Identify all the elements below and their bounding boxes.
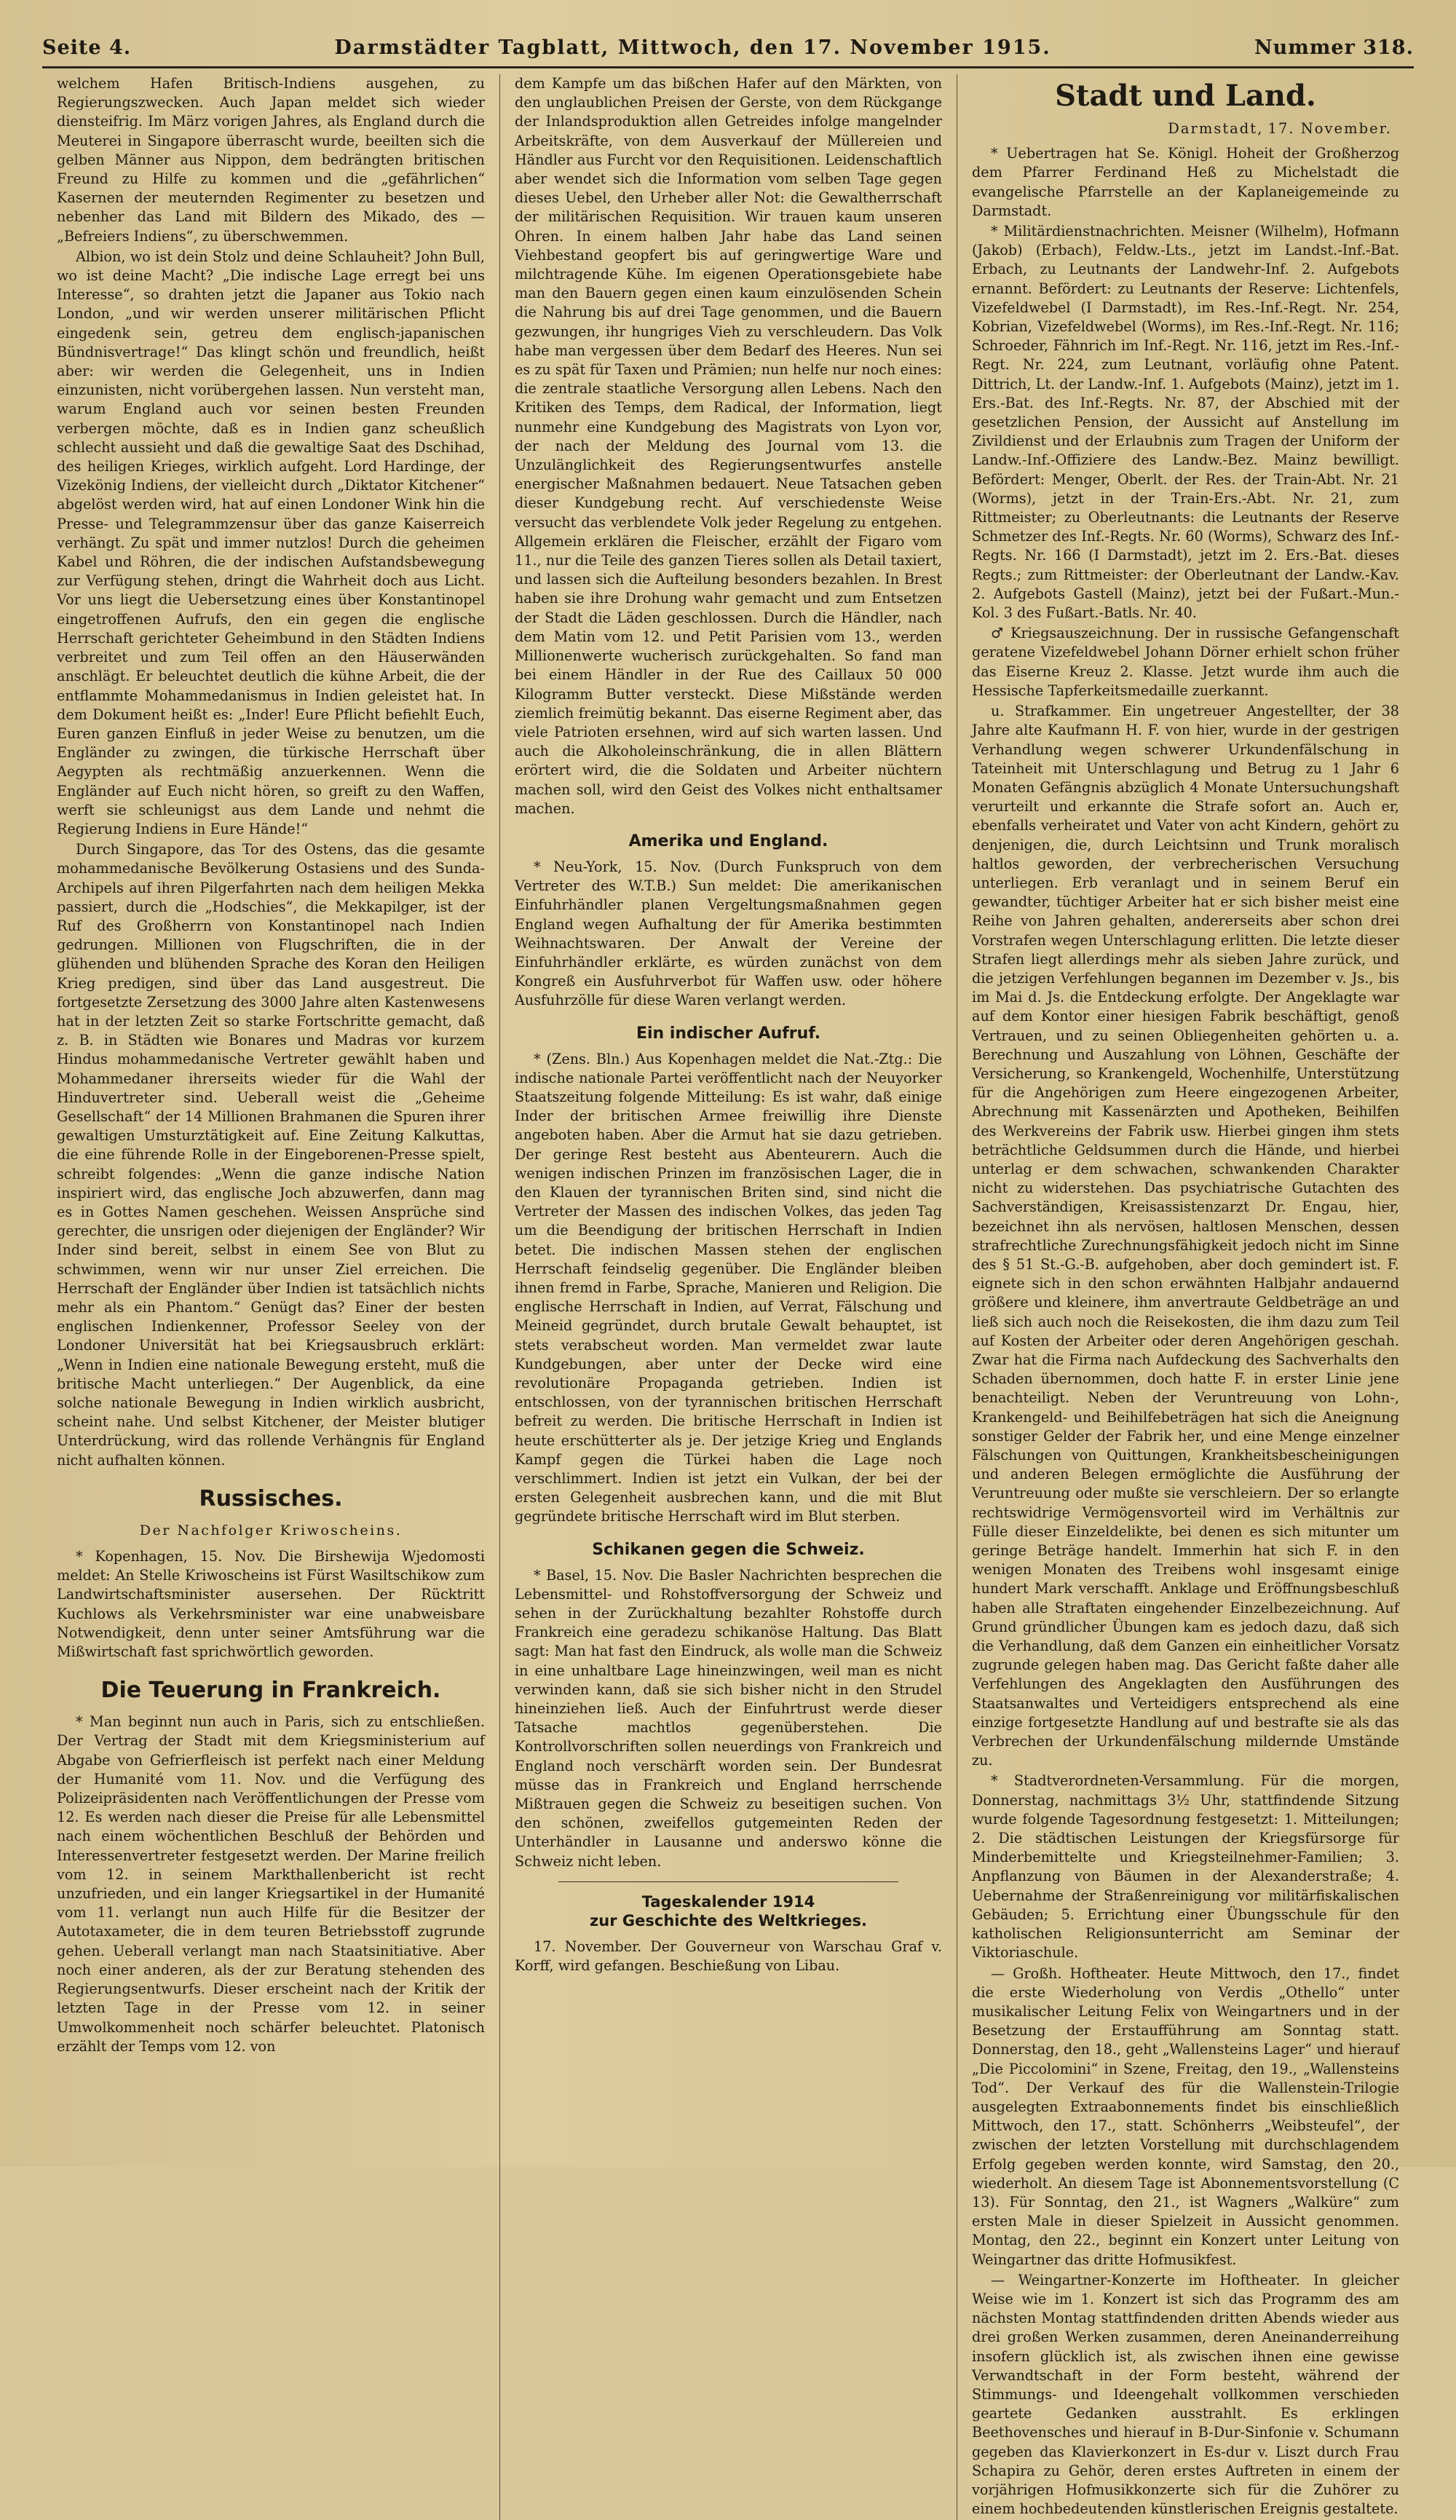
column-1: [42, 74, 499, 2520]
article-paragraph: ♂ Kriegsauszeichnung. Der in russische Gefangenschaft geratene Vizefeldwebel Johann Dörner erhielt schon früher das Eiserne Kreuz 2. Klasse. Jetzt wurde ihm auch die Hessische Tapferkeitsmedaille zuerkannt.: [972, 625, 1399, 699]
article-paragraph: — Weingartner-Konzerte im Hoftheater. In gleicher Weise wie im 1. Konzert ist sich das Programm des am nächsten Montag stattfindenden dritten Abends wieder aus drei großen Werken zusammen, deren Aneinanderreihung insofern glücklich ist, als zwischen ihnen eine gewisse Verwandtschaft in der Form besteht, während der Stimmungs- und Ideengehalt vollkommen verschieden geartete Gedanken ausstrahlt. Es erklingen Beethovensches und hierauf in B-Dur-Sinfonie v. Schumann gegeben das Klavierkonzert in Es-dur v. Liszt durch Frau Schapira zu Gehör, deren erstes Auftreten in einem der vorjährigen Hofmusikkonzerte sich für die Zuhörer zu einem hochbedeutenden künstlerischen Ereignis gestaltete.: [972, 2271, 1399, 2518]
article-paragraph: * Uebertragen hat Se. Königl. Hoheit der Großherzog dem Pfarrer Ferdinand Heß zu Michelstadt die evangelische Pfarrstelle an der Kaplaneigemeinde zu Darmstadt.: [972, 145, 1399, 219]
article-paragraph: * Militärdienstnachrichten. Meisner (Wilhelm), Hofmann (Jakob) (Erbach), Feldw.-Lts., jetzt im Landst.-Inf.-Bat. Erbach, zu Leutnants der Landwehr-Inf. 2. Aufgebots ernannt. Befördert: zu Leutnants der Reserve: Lichtenfels, Vizefeldwebel (I Darmstadt), im Res.-Inf.-Regt. Nr. 254, Kobrian, Vizefeldwebel (Worms), im Res.-Inf.-Regt. Nr. 116; Schroeder, Fähnrich im Inf.-Regt. Nr. 116, jetzt im Res.-Inf.-Regt. Nr. 224, zum Leutnant, vorläufig ohne Patent. Dittrich, Lt. der Landw.-Inf. 1. Aufgebots (Mainz), jetzt im 1. Ers.-Bat. des Inf.-Regts. Nr. 87, der Abschied mit der gesetzlichen Pension, der Aussicht auf Anstellung im Zivildienst und der Erlaubnis zum Tragen der Uniform der Landw.-Inf.-Offiziere des Landw.-Bez. Mainz bewilligt. Befördert: Menger, Oberlt. der Res. der Train-Abt. Nr. 21 (Worms), jetzt in der Train-Ers.-Abt. Nr. 21, zum Rittmeister; zu Oberleutnants: die Leutnants der Reserve Schmetzer des Inf.-Regts. Nr. 60 (Worms), Schwarz des Inf.-Regts. Nr. 166 (I Darmstadt), jetzt im 2. Ers.-Bat. dieses Regts.; zum Rittmeister: der Oberleutnant der Landw.-Kav. 2. Aufgebots Gastell (Mainz), jetzt bei der Fußart.-Mun.-Kol. 3 des Fußart.-Batls. Nr. 40.: [972, 223, 1399, 622]
column-3: [957, 74, 1414, 2520]
section-heading-schweiz: Schikanen gegen die Schweiz.: [592, 1540, 865, 1559]
article-paragraph: welchem Hafen Britisch-Indiens ausgehen, zu Regierungszwecken. Auch Japan meldet sich wieder diensteifrig. Im März vorigen Jahres, als England durch die Meuterei in Singapore überrascht wurde, beeilten sich die gelben Männer aus Nippon, dem bedrängten britischen Freund zu Hilfe zu kommen und die „gefährlichen“ Kasernen der meuternden Regimenter zu besetzen und nebenher das Land mit Bildern des Mikado, des — „Befreiers Indiens“, zu überschwemmen.: [57, 75, 485, 245]
section-heading-tageskalender: Tageskalender 1914 zur Geschichte des Weltkrieges.: [590, 1892, 867, 1930]
section-heading-russisches: Russisches.: [199, 1485, 343, 1512]
article-paragraph: * Basel, 15. Nov. Die Basler Nachrichten besprechen die Lebensmittel- und Rohstoffversorgung der Schweiz und sehen in der Zurückhaltung bezahlter Rohstoffe durch Frankreich eine geradezu schikanöse Haltung. Das Blatt sagt: Man hat fast den Eindruck, als wolle man die Schweiz in eine unhaltbare Lage hineinzwingen, weil man es nicht verwinden kann, daß sie sich bisher nicht in den Strudel hineinziehen ließ. Auch der Einfuhrtrust werde dieser Tatsache machtlos gegenüberstehen. Die Kontrollvorschriften sollen neuerdings von Frankreich und England noch verschärft worden sein. Der Bundesrat müsse das in Frankreich und England herrschende Mißtrauen gegen die Schweiz zu beseitigen suchen. Von den schönen, zweifellos gutgemeinten Reden der Unterhändler in Lausanne und anderswo könne die Schweiz nicht leben.: [515, 1566, 942, 1870]
article-paragraph: u. Strafkammer. Ein ungetreuer Angestellter, der 38 Jahre alte Kaufmann H. F. von hier, wurde in der gestrigen Verhandlung wegen schwerer Urkundenfälschung in Tateinheit mit Unterschlagung und Betrug zu 1 Jahr 6 Monaten Gefängnis abzüglich 4 Monate Untersuchungshaft verurteilt und erkannte die Strafe sofort an. Auch er, ebenfalls verheiratet und Vater von acht Kindern, gehört zu denjenigen, die, durch Leichtsinn und Trunk moralisch haltlos geworden, der verbrecherischen Versuchung unterliegen. Erb veranlagt und in seinem Beruf ein gewandter, tüchtiger Arbeiter hat er sich bisher meist eine Reihe von Jahren gehalten, andererseits aber schon drei Vorstrafen wegen Unterschlagung erlitten. Die letzte dieser Strafen liegt allerdings mehr als sieben Jahre zurück, und die jetzigen Verfehlungen begannen im Dezember v. Js., bis im Mai d. Js. die Entdeckung erfolgte. Der Angeklagte war auf dem Kontor einer hiesigen Fabrik beschäftigt, genoß Vertrauen, und zu seinen Obliegenheiten gehörten u. a. Berechnung und Auszahlung von Löhnen, Geschäfte der Versicherung, so Krankengeld, Wochenhilfe, Unterstützung für die Angehörigen zum Heere eingezogenen Arbeiter, Abrechnung mit Kassenärzten und Apotheken, Beihilfen des Werkvereins der Fabrik usw. Hierbei gingen ihm stets beträchtliche Geldsummen durch die Hände, und hierbei unterlag er dem schwachen, schwankenden Charakter nicht zu widerstehen. Das psychiatrische Gutachten des Sachverständigen, Kreisassistenzarzt Dr. Engau, hier, bezeichnet ihn als nervösen, haltlosen Menschen, dessen strafrechtliche Zurechnungsfähigkeit jedoch nicht im Sinne des § 51 St.-G.-B. aufgehoben, aber doch gemindert ist. F. eignete sich in den schon erwähnten Halbjahr andauernd größere und kleinere, ihm anvertraute Geldbeträge an und ließ sich auch noch die Reisekosten, die ihm dazu zum Teil auf Kosten der Arbeiter oder deren Angehörigen geschah. Zwar hat die Firma nach Aufdeckung des Sachverhalts den Schaden übernommen, doch hatte F. in erster Linie jene benachteiligt. Neben der Veruntreuung von Lohn-, Krankengeld- und Beihilfebeträgen hat sich die Aneignung sonstiger Gelder der Fabrik her, und eine Menge einzelner Fälschungen von Quittungen, Krankheitsbescheinigungen und anderen Belegen ermöglichte die Ausführung der Veruntreuung oder mußte sie verschleiern. Der so erlangte rechtswidrige Vermögensvorteil wird im Verhältnis zur Fülle dieser Einzeldelikte, bei denen es sich mitunter um geringe Beträge handelt. Immerhin hat sich F. in den wenigen Monaten des Treibens wohl insgesamt einige hundert Mark verschafft. Anklage und Eröffnungsbeschluß haben alle Straftaten eingehender Einzelbezeichnung. Auf Grund gründlicher Übungen kam es jedoch dazu, daß sich die Verhandlung, daß dem Ganzen ein einheitlicher Vorsatz zugrunde gelegen haben mag. Das Gericht faßte daher alle Verfehlungen des Angeklagten den Ausführungen des Staatsanwaltes und Verteidigers entsprechend als eine einzige fortgesetzte Handlung auf und bestrafte sie als das Verbrechen der Urkundenfälschung mildernde Umstände zu.: [972, 703, 1399, 1769]
article-paragraph: Albion, wo ist dein Stolz und deine Schlauheit? John Bull, wo ist deine Macht? „Die indische Lage erregt bei uns Interesse“, so drahten jetzt die Japaner aus Tokio nach London, „und wir werden unserer militärischen Pflicht eingedenk sein, getreu dem englisch-japanischen Bündnisvertrage!“ Das klingt schön und freundlich, heißt aber: wir werden die Gelegenheit, uns in Indien einzunisten, nicht vorübergehen lassen. Nun versteht man, warum England auch vor seinen besten Freunden verbergen möchte, daß es in Indien ganz scheußlich schlecht aussieht und daß die gewaltige Saat des Dschihad, des heiligen Krieges, wirklich aufgeht. Lord Hardinge, der Vizekönig Indiens, der vielleicht durch „Diktator Kitchener“ abgelöst werden wird, hat auf einen Londoner Wink hin die Presse- und Telegrammzensur über das ganze Kaiserreich verhängt. Zu spät und immer nutzlos! Durch die geheimen Kabel und Röhren, die der indischen Aufstandsbewegung zur Verfügung stehen, dringt die Wahrheit doch aus Licht. Vor uns liegt die Uebersetzung eines über Konstantinopel eingetroffenen Aufrufs, den ein gegen die englische Herrschaft gerichteter Geheimbund in den Städten Indiens verbreitet und zum Teil offen an den Häuserwänden anschlägt. Er beleuchtet deutlich die kühne Arbeit, die der entflammte Mohammedanismus in Indien geleistet hat. In dem Dokument heißt es: „Inder! Eure Pflicht befiehlt Euch, Euren ganzen Einfluß in jeder Weise zu benutzen, um die Engländer zu zwingen, die türkische Herrschaft über Aegypten als rechtmäßig anzuerkennen. Wenn die Engländer auf Euch nicht hören, so greift zu den Waffen, werft sie schleunigst aus dem Lande und nehmt die Regierung Indiens in Eure Hände!“: [57, 248, 485, 837]
article-paragraph: dem Kampfe um das bißchen Hafer auf den Märkten, von den unglaublichen Preisen der Gerste, von dem Rückgange der Inlandsproduktion allen Getreides infolge mangelnder Arbeitskräfte, von dem Ausverkauf der Müllereien und Händler aus Furcht vor den Requisitionen. Leidenschaftlich aber wendet sich die Information vom selben Tage gegen dieses Uebel, den Urheber aller Not: die Gewaltherrschaft der militärischen Requisition. Wir trauen kaum unseren Ohren. In einem halben Jahr habe das Land seinen Viehbestand geopfert bis auf geringwertige Ware und milchtragende Kühe. Im eigenen Operationsgebiete habe man den Bauern gegen einen kaum einzulösenden Schein die Nahrung bis auf drei Tage genommen, und die Bauern gezwungen, ihr hungriges Vieh zu verschleudern. Das Volk habe man vergessen über dem Bedarf des Heeres. Nun sei es zu spät für Taxen und Prämien; nun helfe nur noch eines: die zentrale staatliche Versorgung allen Lebens. Nach den Kritiken des Temps, dem Radical, der Information, liegt nunmehr eine Kundgebung des Magistrats von Lyon vor, der nach der Meldung des Journal vom 13. die Unzulänglichkeit des Regierungsentwurfes anstelle energischer Maßnahmen bedauert. Neue Tatsachen geben dieser Kundgebung recht. Auf verschiedenste Weise versucht das verblendete Volk jeder Regelung zu entgehen. Allgemein erklären die Fleischer, erzählt der Figaro vom 11., nur die Teile des ganzen Tieres sollen als Detail taxiert, und lassen sich die Aufteilung besonders bezahlen. In Brest haben sie ihre Drohung wahr gemacht und zum Entsetzen der Stadt die Läden geschlossen. Durch die Händler, nach dem Matin vom 12. und Petit Parisien vom 13., werden Millionenwerte wucherisch zurückgehalten. So fand man bei einem Händler in der Rue des Caillaux 50 000 Kilogramm Butter versteckt. Diese Mißstände werden ziemlich freimütig bekannt. Das eiserne Regiment aber, das viele Patrioten ersehnen, wird auf sich warten lassen. Und auch die Alkoholeinschränkung, die in allen Blättern erörtert wird, die die Soldaten und Arbeiter nüchtern machen soll, wird den Geist des Volkes nicht enthaltsamer machen.: [515, 75, 942, 817]
article-paragraph: Durch Singapore, das Tor des Ostens, das die gesamte mohammedanische Bevölkerung Ostasiens und des Sunda-Archipels auf ihren Pilgerfahrten nach dem heiligen Mekka passiert, durch die „Hodschies“, die Mekkapilger, ist der Ruf des Großherrn von Konstantinopel nach Indien gedrungen. Millionen von Flugschriften, die in der glühenden und blühenden Sprache des Koran den Heiligen Krieg predigen, sind über das Land ausgestreut. Die fortgesetzte Zersetzung des 3000 Jahre alten Kastenwesens hat in der letzten Zeit so starke Fortschritte gemacht, daß z. B. in Städten wie Bonares und Madras vor kurzem Hindus mohammedanische Vertreter gewählt haben und Mohammedaner ihrerseits wieder für die Wahl der Hinduvertreter sind. Ueberall weist die „Geheime Gesellschaft“ der 14 Millionen Brahmanen die Spuren ihrer gewaltigen Umsturztätigkeit auf. Eine Zeitung Kalkuttas, die eine führende Rolle in der Eingeborenen-Presse spielt, schreibt folgendes: „Wenn die ganze indische Nation inspiriert wird, das englische Joch abzuwerfen, dann mag es in Gottes Namen geschehen. Weissen Ansprüche sind gerechter, die unsrigen oder diejenigen der Engländer? Wir Inder sind bereit, selbst in einem See von Blut zu schwimmen, wenn wir nur unser Ziel erreichen. Die Herrschaft der Engländer über Indien ist tatsächlich nichts mehr als ein Phantom.“ Genügt das? Einer der besten englischen Indienkenner, Professor Seeley von der Londoner Universität hat bei Kriegsausbruch erklärt: „Wenn in Indien eine nationale Bewegung ersteht, muß die britische Macht unterliegen.“ Der Augenblick, da eine solche nationale Bewegung in Indien wirklich ausbricht, scheint nahe. Und selbst Kitchener, der Meister blutiger Unterdrückung, wird das rollende Verhängnis für England nicht aufhalten können.: [57, 841, 485, 1469]
column-2: [499, 74, 957, 2520]
section-heading-teuerung: Die Teuerung in Frankreich.: [100, 1678, 441, 1704]
issue-number: Nummer 318.: [1254, 36, 1414, 59]
dateline-city: Darmstadt,: [1168, 120, 1264, 137]
article-paragraph: * Man beginnt nun auch in Paris, sich zu entschließen. Der Vertrag der Stadt mit dem Kriegsministerium auf Abgabe von Gefrierfleisch ist perfekt nach einer Meldung der Humanité vom 11. Nov. und die Verfügung des Polizeipräsidenten nach Veröffentlichungen der Presse vom 12. Es werden nach dieser die Preise für alle Lebensmittel nach einem wöchentlichen Beschluß der Behörden und Interessenvertreter festgesetzt werden. Der Marine freilich vom 12. in seinem Markthallenbericht ist recht unzufrieden, und ein langer Kriegsartikel in der Humanité vom 11. verlangt nun auch Hilfe für die Besitzer der Autotaxameter, die in dem teuren Betriebsstoff zugrunde gehen. Ueberall verlangt man nach Staatsinitiative. Aber noch einer anderen, als der zur Beratung stehenden des Regierungsentwurfs. Dieser erscheint nach der Kritik der letzten Tage in der Presse vom 12. in seiner Umwolkommenheit noch schärfer beleuchtet. Platonisch erzählt der Temps vom 12. von: [57, 1713, 485, 2055]
page-number: Seite 4.: [42, 36, 132, 59]
article-paragraph: * (Zens. Bln.) Aus Kopenhagen meldet die Nat.-Ztg.: Die indische nationale Partei veröffentlicht nach der Neuyorker Staatszeitung folgende Mitteilung: Es ist wahr, daß einige Inder der britischen Armee freiwillig ihre Dienste angeboten haben. Aber die Armut hat sie dazu getrieben. Der geringe Rest besteht aus Abenteurern. Auch die wenigen indischen Prinzen im französischen Lager, die in den Klauen der tyrannischen Briten sind, sind nicht die Vertreter der Massen des indischen Volkes, das jeden Tag um die Beendigung der britischen Herrschaft in Indien betet. Die indischen Massen stehen der englischen Herrschaft feindselig gegenüber. Die Engländer bleiben ihnen fremd in Farbe, Sprache, Manieren und Religion. Die englische Herrschaft in Indien, auf Verrat, Fälschung und Meineid gegründet, durch brutale Gewalt behauptet, ist stets verabscheut worden. Man vermeldet zwar laute Kundgebungen, aber unter der Decke wird eine revolutionäre Propaganda getrieben. Indien ist entschlossen, von der tyrannischen britischen Herrschaft befreit zu werden. Die britische Herrschaft in Indien ist heute erschütterter als je. Der jetzige Krieg und Englands Kampf gegen die Türkei haben die Lage noch verschlimmert. Indien ist jetzt ein Vulkan, der bei der ersten Gelegenheit ausbrechen kann, und die mit Blut gegründete britische Herrschaft wird im Blut sterben.: [515, 1050, 942, 1525]
article-paragraph: * Kopenhagen, 15. Nov. Die Birshewija Wjedomosti meldet: An Stelle Kriwoscheins ist Fürst Wasiltschikow zum Landwirtschaftsminister ausersehen. Der Rücktritt Kuchlows als Verkehrsminister war eine unabweisbare Notwendigkeit, denn unter seiner Amtsführung war die Mißwirtschaft fast sprichwörtlich geworden.: [57, 1548, 485, 1661]
newspaper-dateline: Darmstädter Tagblatt, Mittwoch, den 17. November 1915.: [334, 36, 1051, 59]
section-heading-aufruf: Ein indischer Aufruf.: [636, 1024, 821, 1043]
masthead: [42, 36, 1414, 68]
local-dateline: [972, 119, 1392, 138]
columns: [42, 74, 1414, 2518]
article-paragraph: 17. November. Der Gouverneur von Warschau Graf v. Korff, wird gefangen. Beschießung von Libau.: [515, 1938, 942, 1975]
section-heading-stadt-und-land: Stadt und Land.: [1055, 79, 1316, 113]
dateline-date: 17. November.: [1267, 120, 1392, 137]
section-subheading: Der Nachfolger Kriwoscheins.: [139, 1522, 403, 1539]
article-paragraph: * Neu-York, 15. Nov. (Durch Funkspruch von dem Vertreter des W.T.B.) Sun meldet: Die amerikanischen Einfuhrhändler planen Vergeltungsmaßnahmen gegen England wegen Aufhaltung der für Amerika bestimmten Weihnachtswaren. Der Anwalt der Vereine der Einfuhrhändler erklärte, es würden zunächst von dem Kongreß ein Ausfuhrverbot für Waffen usw. oder höhere Ausfuhrzölle für diese Waren verlangt werden.: [515, 858, 942, 1009]
section-heading-amerika: Amerika und England.: [628, 832, 828, 850]
article-paragraph: * Stadtverordneten-Versammlung. Für die morgen, Donnerstag, nachmittags 3½ Uhr, stattfindende Sitzung wurde folgende Tagesordnung festgesetzt: 1. Mitteilungen; 2. Die städtischen Leistungen der Kriegsfürsorge für Minderbemittelte und Kriegsteilnehmer-Familien; 3. Anpflanzung von Bäumen in der Alexanderstraße; 4. Uebernahme der Straßenreinigung vor militärfiskalischen Gebäuden; 5. Errichtung einer Übungsschule für den katholischen Religionsunterricht am Seminar der Viktoriaschule.: [972, 1772, 1399, 1962]
divider: [558, 1881, 898, 1882]
article-paragraph: — Großh. Hoftheater. Heute Mittwoch, den 17., findet die erste Wiederholung von Verdis „Othello“ unter musikalischer Leitung Felix von Weingartners und in der Besetzung der Erstaufführung am Sonntag statt. Donnerstag, den 18., geht „Wallensteins Lager“ und hierauf „Die Piccolomini“ in Szene, Freitag, den 19., „Wallensteins Tod“. Der Verkauf des für die Wallenstein-Trilogie ausgelegten Extraabonnements findet bis einschließlich Mittwoch, den 17., statt. Schönherrs „Weibsteufel“, der zwischen der letzten Vorstellung mit durchschlagendem Erfolg gegeben werden konnte, wird Samstag, den 20., wiederholt. An diesem Tage ist Abonnementsvorstellung (C 13). Für Sonntag, den 21., ist Wagners „Walküre“ zum ersten Male in dieser Spielzeit in Aussicht genommen. Montag, den 22., beginnt ein Konzert unter Leitung von Weingartner das dritte Hofmusikfest.: [972, 1964, 1399, 2268]
